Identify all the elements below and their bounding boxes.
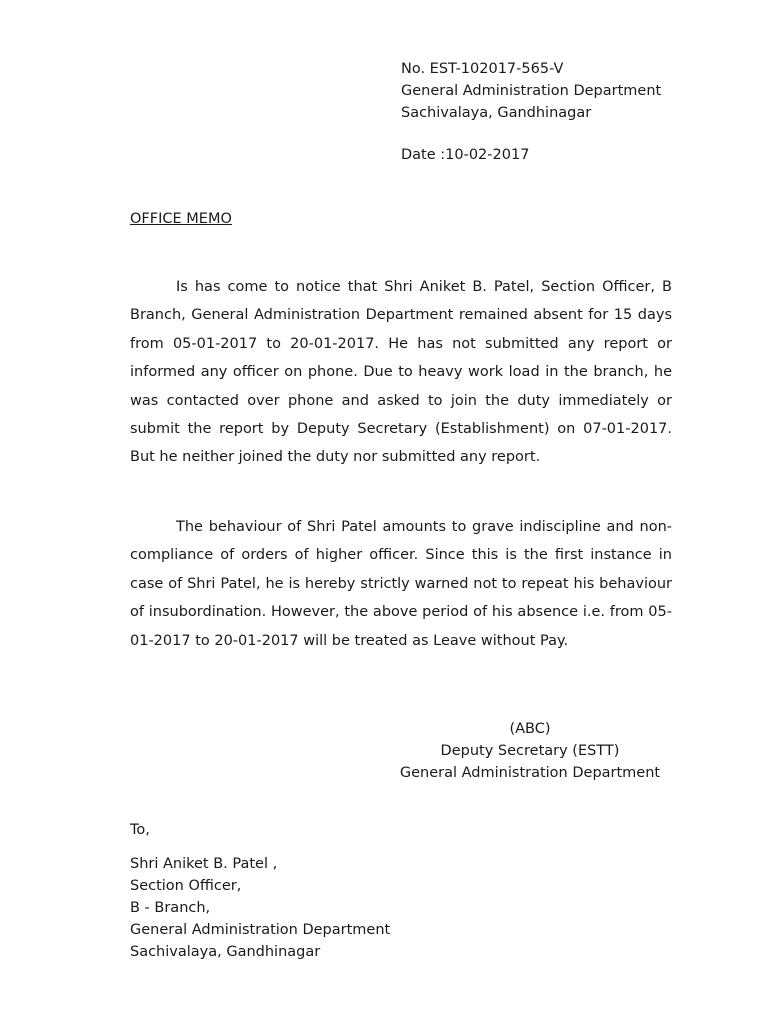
recipient-name: Shri Aniket B. Patel , <box>130 856 278 872</box>
recipient-post: Section Officer, <box>130 878 242 894</box>
signatory-designation: Deputy Secretary (ESTT) <box>440 743 620 759</box>
signature-block <box>380 718 680 784</box>
recipient-department: General Administration Department <box>130 922 391 938</box>
header-department: General Administration Department <box>401 83 662 99</box>
recipient-address <box>130 853 390 963</box>
memo-number: No. EST-102017-565-V <box>401 61 564 77</box>
memo-date: Date :10-02-2017 <box>401 147 530 163</box>
recipient-branch: B - Branch, <box>130 900 211 916</box>
memo-header <box>401 58 661 124</box>
header-location: Sachivalaya, Gandhinagar <box>401 105 592 121</box>
recipient-salutation: To, <box>130 822 150 838</box>
signatory-department: General Administration Department <box>399 765 661 781</box>
signatory-name: (ABC) <box>509 721 551 737</box>
memo-paragraph-1: Is has come to notice that Shri Aniket B. Patel, Section Officer, B Branch, General Administration Department remained absent for 15 days from 05-01-2017 to 20-01-2017. He has not submitted any report or informed any officer on phone. Due to heavy work load in the branch, he was contacted over phone and asked to join the duty immediately or submit the report by Deputy Secretary (Establishment) on 07-01-2017. But he neither joined the duty nor submitted any report. <box>130 279 672 466</box>
recipient-location: Sachivalaya, Gandhinagar <box>130 944 321 960</box>
memo-title: OFFICE MEMO <box>130 211 232 227</box>
memo-paragraph-2: The behaviour of Shri Patel amounts to grave indiscipline and non-compliance of orders of higher officer. Since this is the first instance in case of Shri Patel, he is hereby strictly warned not to repeat his behaviour of insubordination. However, the above period of his absence i.e. from 05-01-2017 to 20-01-2017 will be treated as Leave without Pay. <box>130 519 672 649</box>
